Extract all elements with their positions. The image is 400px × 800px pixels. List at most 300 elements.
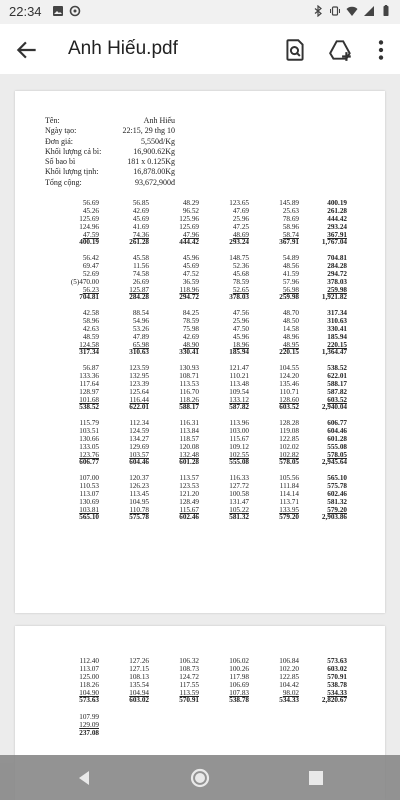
number-block (65, 658, 355, 718)
info-label: Tổng cộng: (45, 177, 82, 187)
nav-back-icon[interactable] (73, 767, 95, 789)
weight-column (215, 200, 249, 247)
column-total: 294.72 (179, 293, 199, 302)
weight-value: 604.46 (327, 426, 347, 435)
weight-value: 84.25 (182, 309, 199, 317)
weight-value: 57.96 (282, 277, 299, 286)
weight-value: 48.29 (182, 199, 199, 207)
weight-value: 132.48 (179, 450, 199, 459)
weight-value: 11.56 (133, 261, 149, 270)
weight-value: 102.55 (229, 450, 249, 459)
weight-value: 128.97 (79, 387, 99, 396)
weight-value: 127.26 (129, 657, 149, 665)
number-block (65, 200, 355, 260)
weight-value: 133.36 (79, 371, 99, 380)
weight-value: 128.60 (279, 395, 299, 404)
weight-value: 116.70 (179, 387, 199, 396)
weight-value: 113.59 (179, 688, 199, 697)
weight-value: 534.33 (327, 688, 347, 697)
weight-value: 101.68 (79, 395, 99, 404)
weight-value: 103.81 (79, 505, 99, 514)
column-total: 284.28 (129, 293, 149, 302)
weight-column (165, 310, 199, 357)
weight-value: 116.33 (229, 474, 249, 482)
weight-column (215, 658, 249, 705)
column-total: 573.63 (79, 696, 99, 705)
weight-value: 106.02 (229, 657, 249, 665)
weight-column (215, 365, 249, 412)
weight-value: 105.22 (229, 505, 249, 514)
weight-value: 109.12 (229, 442, 249, 451)
weight-value: 127.72 (229, 481, 249, 490)
back-arrow-icon[interactable] (14, 37, 40, 63)
weight-value: 113.96 (229, 419, 249, 427)
weight-column (115, 310, 149, 357)
weight-column (215, 420, 249, 467)
weight-value: 47.89 (132, 332, 149, 341)
weight-value: 444.42 (327, 214, 347, 223)
weight-value: 294.72 (327, 269, 347, 278)
weight-value: 45.58 (132, 254, 149, 262)
weight-value: 400.19 (327, 199, 347, 207)
search-in-document-icon[interactable] (282, 37, 308, 63)
bluetooth-icon (312, 5, 324, 17)
weight-value: 126.23 (129, 481, 149, 490)
weight-value: 104.90 (79, 688, 99, 697)
weight-value: 125.96 (179, 214, 199, 223)
weight-value: 578.05 (327, 450, 347, 459)
row-total-column (313, 310, 347, 357)
weight-value: 58.96 (282, 222, 299, 231)
row-total-column (313, 420, 347, 467)
add-to-drive-icon[interactable] (328, 37, 354, 63)
weight-value: 148.75 (229, 254, 249, 262)
weight-value: 120.37 (129, 474, 149, 482)
number-block (65, 475, 355, 535)
weight-value: 125.64 (129, 387, 149, 396)
weight-value: 25.63 (282, 206, 299, 215)
weight-value: 131.47 (229, 497, 249, 506)
weight-value: 26.69 (132, 277, 149, 286)
weight-column (65, 200, 99, 247)
weight-value: 113.48 (229, 379, 249, 388)
weight-value: 127.15 (129, 664, 149, 673)
weight-column (65, 658, 99, 705)
weight-value: 123.65 (229, 199, 249, 207)
weight-column (115, 658, 149, 705)
weight-value: 45.69 (132, 214, 149, 223)
weight-value: 56.69 (82, 199, 99, 207)
more-options-icon[interactable] (368, 37, 394, 63)
weight-value: 123.39 (129, 379, 149, 388)
weight-value: 98.02 (282, 688, 299, 697)
weight-column (165, 475, 199, 522)
weight-value: 58.96 (82, 316, 99, 325)
invoice-info (45, 116, 175, 188)
nav-recents-icon[interactable] (305, 767, 327, 789)
weight-value: 45.26 (82, 206, 99, 215)
weight-value: 104.55 (279, 364, 299, 372)
info-value: 16,878.00Kg (133, 167, 175, 177)
weight-value: 581.32 (327, 497, 347, 506)
nav-home-icon[interactable] (189, 767, 211, 789)
weight-value: 118.96 (179, 285, 199, 294)
column-total: 2,940.04 (321, 403, 347, 412)
column-total: 293.24 (229, 238, 249, 247)
weight-value: 113.45 (129, 489, 149, 498)
weight-value: 601.28 (327, 434, 347, 443)
weight-value: 132.95 (129, 371, 149, 380)
weight-value: 704.81 (327, 254, 347, 262)
column-total: 400.19 (79, 238, 99, 247)
weight-value: 48.69 (232, 230, 249, 239)
weight-column (65, 475, 99, 522)
weight-column (65, 310, 99, 357)
weight-value: (5)470.00 (70, 277, 99, 286)
weight-value: 110.53 (79, 481, 99, 490)
info-row-created (45, 126, 175, 136)
weight-value: 107.99 (79, 713, 99, 721)
column-total: 578.05 (279, 458, 299, 467)
weight-value: 52.36 (232, 261, 249, 270)
weight-column (115, 200, 149, 247)
weight-value: 108.13 (129, 672, 149, 681)
weight-column (65, 714, 99, 738)
weight-value: 113.07 (79, 664, 99, 673)
weight-value: 116.44 (129, 395, 149, 404)
weight-value: 56.85 (132, 199, 149, 207)
weight-value: 112.40 (79, 657, 99, 665)
column-total: 185.94 (229, 348, 249, 357)
weight-value: 78.59 (182, 316, 199, 325)
weight-column (265, 255, 299, 302)
weight-value: 587.82 (327, 387, 347, 396)
weight-value: 378.03 (327, 277, 347, 286)
weight-value: 128.28 (279, 419, 299, 427)
weight-value: 129.09 (79, 720, 99, 729)
weight-value: 130.66 (79, 434, 99, 443)
weight-value: 25.96 (232, 214, 249, 223)
weight-value: 129.69 (129, 442, 149, 451)
weight-value: 109.54 (229, 387, 249, 396)
weight-value: 115.67 (229, 434, 249, 443)
column-total: 259.98 (279, 293, 299, 302)
weight-value: 48.90 (182, 340, 199, 349)
weight-column (165, 255, 199, 302)
weight-value: 75.98 (182, 324, 199, 333)
info-label: Đơn giá: (45, 136, 74, 146)
column-total: 603.02 (129, 696, 149, 705)
weight-value: 106.84 (279, 657, 299, 665)
weight-value: 45.68 (232, 269, 249, 278)
weight-value: 261.28 (327, 206, 347, 215)
weight-value: 47.50 (232, 324, 249, 333)
weight-value: 54.96 (132, 316, 149, 325)
info-row-net-weight (45, 167, 175, 177)
weight-value: 48.95 (282, 340, 299, 349)
column-total: 444.42 (179, 238, 199, 247)
column-total: 565.10 (79, 513, 99, 522)
weight-value: 18.96 (232, 340, 249, 349)
weight-value: 118.26 (79, 680, 99, 689)
weight-value: 112.34 (129, 419, 149, 427)
weight-column (265, 475, 299, 522)
weight-value: 56.23 (82, 285, 99, 294)
column-total: 1,767.04 (321, 238, 347, 247)
weight-value: 113.84 (179, 426, 199, 435)
weight-column (65, 255, 99, 302)
number-block (65, 420, 355, 480)
weight-value: 14.58 (282, 324, 299, 333)
weight-value: 103.51 (79, 426, 99, 435)
weight-value: 103.57 (129, 450, 149, 459)
weight-value: 123.53 (179, 481, 199, 490)
weight-value: 330.41 (327, 324, 347, 333)
weight-value: 310.63 (327, 316, 347, 325)
column-total: 622.01 (129, 403, 149, 412)
weight-value: 47.69 (232, 206, 249, 215)
weight-value: 102.82 (279, 450, 299, 459)
image-notification-icon (52, 5, 64, 17)
status-time: 22:34 (9, 4, 42, 19)
weight-value: 538.52 (327, 364, 347, 372)
weight-value: 65.98 (132, 340, 149, 349)
weight-value: 106.69 (229, 680, 249, 689)
weight-column (215, 475, 249, 522)
weight-value: 125.69 (179, 222, 199, 231)
column-total: 2,945.64 (321, 458, 347, 467)
vibrate-icon (329, 5, 341, 17)
weight-value: 124.20 (279, 371, 299, 380)
weight-value: 45.69 (182, 261, 199, 270)
weight-value: 113.71 (279, 497, 299, 506)
column-total: 367.91 (279, 238, 299, 247)
info-label: Ngày tạo: (45, 126, 77, 136)
info-value: 22:15, 29 thg 10 (122, 126, 175, 136)
weight-value: 602.46 (327, 489, 347, 498)
weight-value: 41.59 (282, 269, 299, 278)
weight-column (65, 365, 99, 412)
weight-value: 42.58 (82, 309, 99, 317)
weight-value: 125.87 (129, 285, 149, 294)
weight-column (215, 255, 249, 302)
weight-value: 74.36 (132, 230, 149, 239)
weight-column (265, 200, 299, 247)
weight-value: 120.08 (179, 442, 199, 451)
weight-value: 125.00 (79, 672, 99, 681)
column-total: 378.03 (229, 293, 249, 302)
weight-value: 122.85 (279, 434, 299, 443)
weight-value: 110.71 (279, 387, 299, 396)
weight-value: 47.56 (232, 309, 249, 317)
number-block (65, 365, 355, 425)
weight-value: 48.50 (282, 316, 299, 325)
weight-value: 124.96 (79, 222, 99, 231)
status-bar (0, 0, 400, 24)
weight-value: 367.91 (327, 230, 347, 239)
weight-value: 603.02 (327, 664, 347, 673)
column-total: 310.63 (129, 348, 149, 357)
info-row-packaging (45, 157, 175, 167)
column-total: 538.78 (229, 696, 249, 705)
row-total-column (313, 475, 347, 522)
weight-value: 42.63 (82, 324, 99, 333)
weight-value: 622.01 (327, 371, 347, 380)
weight-value: 102.02 (279, 442, 299, 451)
column-total: 1,921.82 (321, 293, 347, 302)
info-label: Tên: (45, 116, 60, 125)
info-row-name (45, 116, 175, 126)
column-total: 1,364.47 (321, 348, 347, 357)
weight-value: 121.20 (179, 489, 199, 498)
info-label: Khối lượng cả bì: (45, 146, 102, 156)
column-total: 604.46 (129, 458, 149, 467)
weight-value: 118.57 (179, 434, 199, 443)
weight-value: 58.74 (282, 230, 299, 239)
wifi-icon (346, 5, 358, 17)
weight-column (115, 475, 149, 522)
weight-value: 54.89 (282, 254, 299, 262)
weight-column (115, 365, 149, 412)
app-bar (0, 24, 400, 74)
column-total: 555.08 (229, 458, 249, 467)
weight-value: 113.07 (79, 489, 99, 498)
weight-value: 606.77 (327, 419, 347, 427)
weight-value: 570.91 (327, 672, 347, 681)
info-value: 181 x 0.125Kg (127, 157, 175, 167)
column-total: 538.52 (79, 403, 99, 412)
weight-value: 588.17 (327, 379, 347, 388)
weight-value: 69.47 (82, 261, 99, 270)
weight-value: 108.71 (179, 371, 199, 380)
info-label: Khối lượng tịnh: (45, 167, 99, 177)
weight-value: 135.54 (129, 680, 149, 689)
weight-value: 25.96 (232, 316, 249, 325)
weight-value: 41.69 (132, 222, 149, 231)
row-total-column (313, 365, 347, 412)
weight-value: 121.47 (229, 364, 249, 372)
weight-column (265, 658, 299, 705)
weight-column (265, 420, 299, 467)
weight-column (165, 200, 199, 247)
weight-value: 111.84 (279, 481, 299, 490)
weight-value: 42.69 (132, 206, 149, 215)
weight-value: 317.34 (327, 309, 347, 317)
weight-value: 78.69 (282, 214, 299, 223)
info-value: 5,550đ/Kg (141, 136, 175, 146)
info-row-total (45, 178, 175, 188)
weight-value: 124.72 (179, 672, 199, 681)
weight-value: 284.28 (327, 261, 347, 270)
weight-value: 128.49 (179, 497, 199, 506)
weight-value: 53.26 (132, 324, 149, 333)
sync-notification-icon (69, 5, 81, 17)
column-total: 261.28 (129, 238, 149, 247)
column-total: 704.81 (79, 293, 99, 302)
column-total: 601.28 (179, 458, 199, 467)
weight-value: 88.54 (132, 309, 149, 317)
weight-value: 130.69 (79, 497, 99, 506)
weight-value: 52.69 (82, 269, 99, 278)
weight-value: 56.42 (82, 254, 99, 262)
system-navigation-bar (0, 755, 400, 800)
weight-value: 125.69 (79, 214, 99, 223)
weight-value: 36.59 (182, 277, 199, 286)
weight-column (65, 420, 99, 467)
weight-value: 47.25 (232, 222, 249, 231)
weight-value: 185.94 (327, 332, 347, 341)
weight-value: 104.94 (129, 688, 149, 697)
weight-value: 113.53 (179, 379, 199, 388)
weight-value: 135.46 (279, 379, 299, 388)
weight-column (115, 255, 149, 302)
weight-value: 118.26 (179, 395, 199, 404)
weight-value: 124.58 (79, 340, 99, 349)
column-total: 587.82 (229, 403, 249, 412)
weight-value: 145.89 (279, 199, 299, 207)
weight-value: 116.31 (179, 419, 199, 427)
weight-value: 575.78 (327, 481, 347, 490)
weight-value: 48.70 (282, 309, 299, 317)
weight-value: 103.00 (229, 426, 249, 435)
column-total: 575.78 (129, 513, 149, 522)
weight-value: 78.59 (232, 277, 249, 286)
weight-value: 117.98 (229, 672, 249, 681)
column-total: 570.91 (179, 696, 199, 705)
weight-value: 123.59 (129, 364, 149, 372)
row-total-column (313, 658, 347, 705)
weight-value: 133.12 (229, 395, 249, 404)
weight-value: 56.87 (82, 364, 99, 372)
weight-value: 47.96 (182, 230, 199, 239)
weight-value: 538.78 (327, 680, 347, 689)
info-value: Anh Hiếu (143, 116, 175, 125)
weight-value: 110.21 (229, 371, 249, 380)
weight-value: 133.05 (79, 442, 99, 451)
weight-column (115, 420, 149, 467)
pdf-page-1 (15, 91, 385, 613)
weight-value: 100.58 (229, 489, 249, 498)
weight-value: 259.98 (327, 285, 347, 294)
weight-value: 114.14 (279, 489, 299, 498)
info-row-unit-price (45, 137, 175, 147)
weight-value: 123.76 (79, 450, 99, 459)
weight-column (165, 420, 199, 467)
signal-icon (363, 5, 375, 17)
weight-value: 220.15 (327, 340, 347, 349)
weight-value: 45.96 (232, 332, 249, 341)
weight-value: 102.20 (279, 664, 299, 673)
weight-value: 104.95 (129, 497, 149, 506)
column-total: 237.08 (79, 728, 99, 737)
weight-value: 122.85 (279, 672, 299, 681)
weight-value: 110.78 (129, 505, 149, 514)
weight-value: 42.69 (182, 332, 199, 341)
weight-value: 47.52 (182, 269, 199, 278)
weight-value: 106.32 (179, 657, 199, 665)
weight-value: 603.52 (327, 395, 347, 404)
weight-value: 115.67 (179, 505, 199, 514)
info-row-gross-weight (45, 147, 175, 157)
weight-value: 108.73 (179, 664, 199, 673)
battery-icon (380, 5, 392, 17)
row-total-column (313, 200, 347, 247)
weight-value: 130.93 (179, 364, 199, 372)
weight-value: 107.83 (229, 688, 249, 697)
row-total-column (313, 255, 347, 302)
weight-value: 293.24 (327, 222, 347, 231)
weight-value: 565.10 (327, 474, 347, 482)
